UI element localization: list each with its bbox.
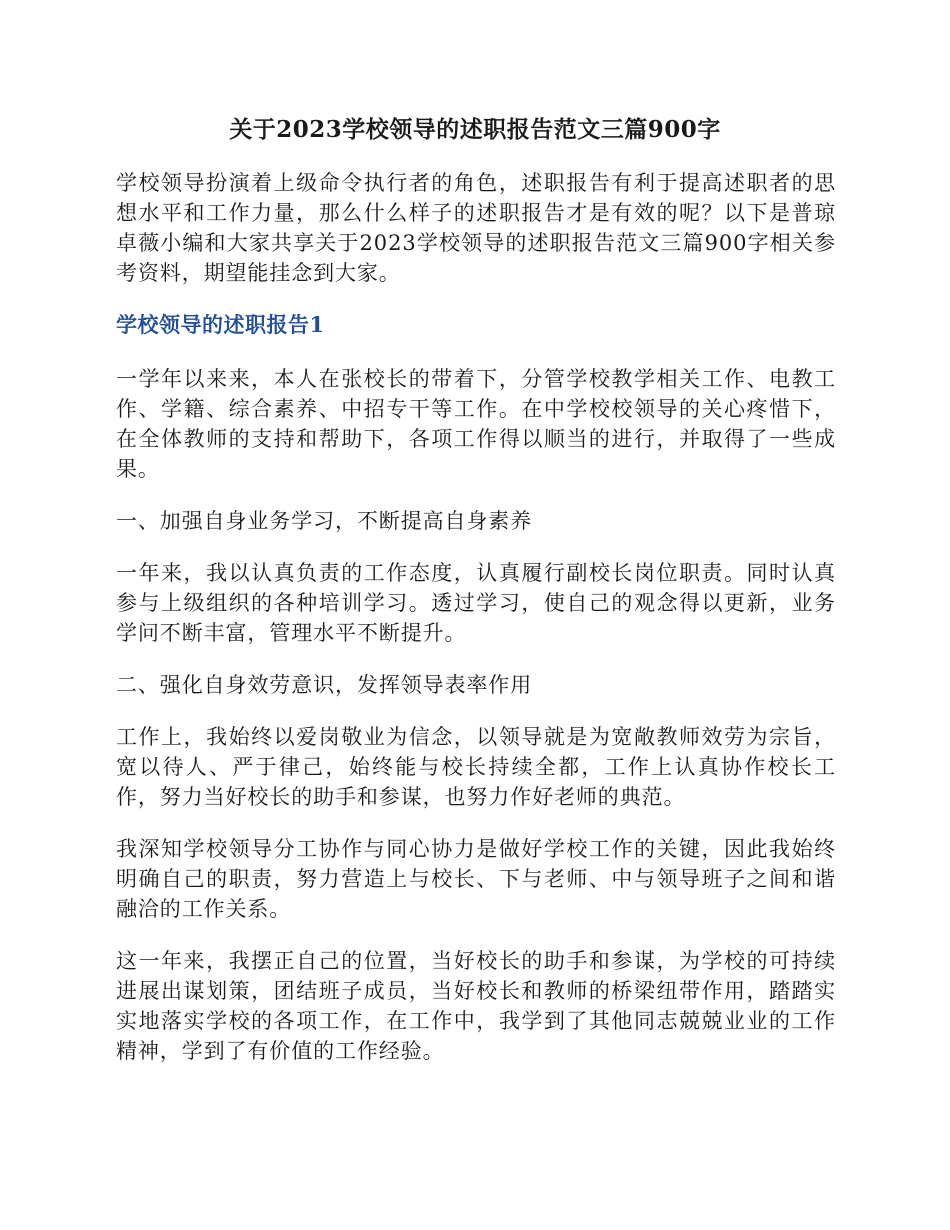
body-paragraph: 工作上，我始终以爱岗敬业为信念，以领导就是为宽敞教师效劳为宗旨，宽以待人、严于律己，始终能与校长持续全都，工作上认真协作校长工作，努力当好校长的助手和参谋，也努力作好老师的典范。 xyxy=(116,725,836,809)
section-heading: 学校领导的述职报告1 xyxy=(116,312,325,337)
document-title: 关于2023学校领导的述职报告范文三篇900字 xyxy=(229,116,721,143)
body-paragraph: 一年来，我以认真负责的工作态度，认真履行副校长岗位职责。同时认真参与上级组织的各种培训学习。透过学习，使自己的观念得以更新，业务学问不断丰富，管理水平不断提升。 xyxy=(116,561,836,645)
sub-heading-1: 一、加强自身业务学习，不断提高自身素养 xyxy=(116,509,533,533)
intro-paragraph: 学校领导扮演着上级命令执行者的角色，述职报告有利于提高述职者的思想水平和工作力量，那么什么样子的述职报告才是有效的呢？以下是普琼卓薇小编和大家共享关于2023学校领导的述职报告范文三篇900字相关参考资料，期望能挂念到大家。 xyxy=(116,171,836,285)
sub-heading-2: 二、强化自身效劳意识，发挥领导表率作用 xyxy=(116,673,533,697)
body-paragraph: 一学年以来来，本人在张校长的带着下，分管学校教学相关工作、电教工作、学籍、综合素养、中招专干等工作。在中学校校领导的关心疼惜下，在全体教师的支持和帮助下，各项工作得以顺当的进行，并取得了一些成果。 xyxy=(116,367,836,481)
document-body xyxy=(116,168,836,1088)
body-paragraph: 我深知学校领导分工协作与同心协力是做好学校工作的关键，因此我始终明确自己的职责，努力营造上与校长、下与老师、中与领导班子之间和谐融洽的工作关系。 xyxy=(116,837,836,921)
body-paragraph: 这一年来，我摆正自己的位置，当好校长的助手和参谋，为学校的可持续进展出谋划策，团结班子成员，当好校长和教师的桥梁纽带作用，踏踏实实地落实学校的各项工作，在工作中，我学到了其他同志兢兢业业的工作精神，学到了有价值的工作经验。 xyxy=(116,949,836,1063)
